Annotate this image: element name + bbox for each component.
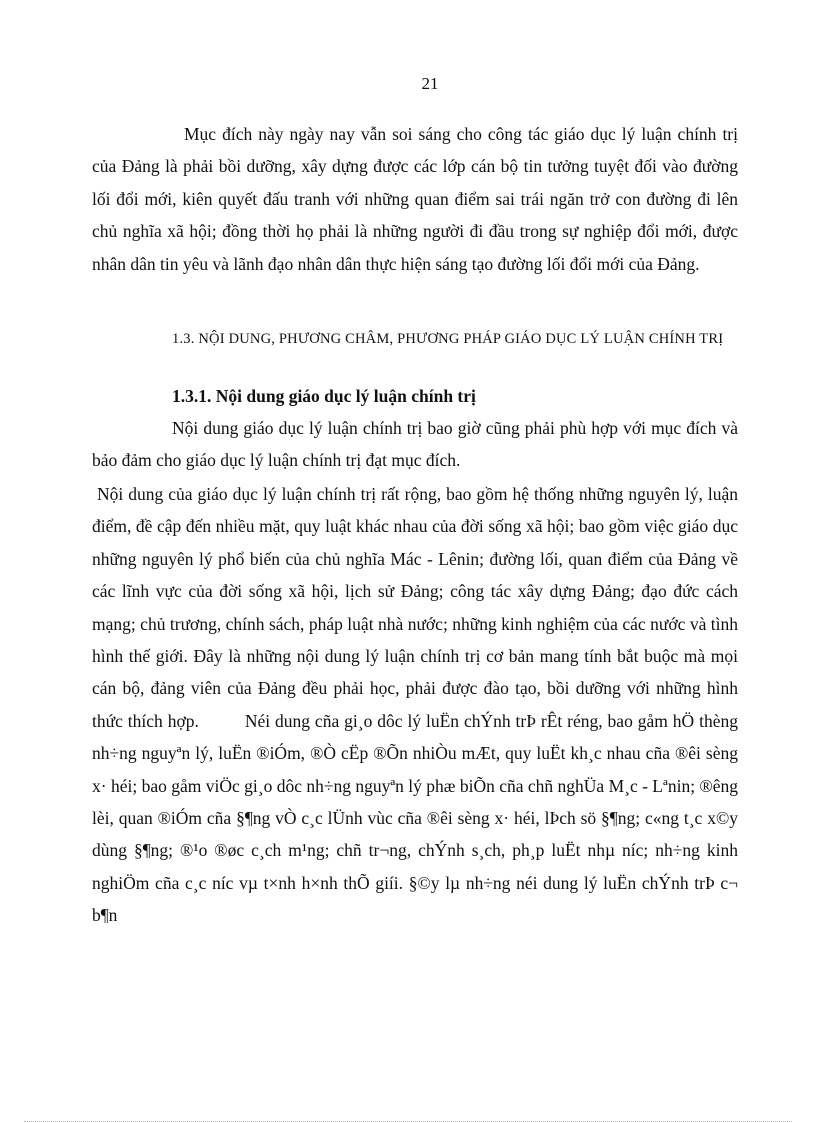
paragraph-text-legacy-encoding: Néi dung cña gi¸o dôc lý luËn chÝnh trÞ rÊt réng, bao gåm hÖ thèng nh÷ng nguyªn lý, luËn ®iÓm, ®Ò cËp ®Õn nhiÒu mÆt, quy luËt kh¸c nhau cña ®êi sèng x· héi; bao gåm viÖc gi¸o dôc nh÷ng nguyªn lý phæ biÕn cña chñ nghÜa M¸c - Lªnin; ®êng lèi, quan ®iÓm cña §¶ng vÒ c¸c lÜnh vùc cña ®êi sèng x· héi, lÞch sö §¶ng; c«ng t¸c x©y dùng §¶ng; ®¹o ®øc c¸ch m¹ng; chñ tr¬ng, chÝnh s¸ch, ph¸p luËt nhµ níc; nh÷ng kinh nghiÖm cña c¸c níc vµ t×nh h×nh thÕ giíi. §©y lµ nh÷ng néi dung lý luËn chÝnh trÞ c¬ b¶n <box>92 710 738 926</box>
page-bottom-rule <box>24 1121 792 1122</box>
section-heading: 1.3. NỘI DUNG, PHƯƠNG CHÂM, PHƯƠNG PHÁP GIÁO DỤC LÝ LUẬN CHÍNH TRỊ <box>172 331 724 347</box>
paragraph-text <box>92 478 738 932</box>
paragraph-content-intro <box>92 412 738 477</box>
subsection-heading: 1.3.1. Nội dung giáo dục lý luận chính trị <box>172 386 476 406</box>
page-number: 21 <box>421 74 439 93</box>
paragraph-text-unicode: Nội dung của giáo dục lý luận chính trị rất rộng, bao gồm hệ thống những nguyên lý, luận điểm, đề cập đến nhiều mặt, quy luật khác nhau của đời sống xã hội; bao gồm việc giáo dục những nguyên lý phổ biến của chủ nghĩa Mác - Lênin; đường lối, quan điểm của Đảng về các lĩnh vực của đời sống xã hội, lịch sử Đảng; công tác xây dựng Đảng; đạo đức cách mạng; chủ trương, chính sách, pháp luật nhà nước; những kinh nghiệm của các nước và tình hình thế giới. Đây là những nội dung lý luận chính trị cơ bản mang tính bắt buộc mà mọi cán bộ, đảng viên của Đảng đều phải học, phải được đào tạo, bồi dưỡng với những hình thức thích hợp. <box>92 484 738 731</box>
paragraph-purpose <box>92 118 738 280</box>
paragraph-text: Mục đích này ngày nay vẫn soi sáng cho công tác giáo dục lý luận chính trị của Đảng là phải bồi dưỡng, xây dựng được các lớp cán bộ tin tưởng tuyệt đối vào đường lối đổi mới, kiên quyết đấu tranh với những quan điểm sai trái ngăn trở con đường đi lên chủ nghĩa xã hội; đồng thời họ phải là những người đi đầu trong sự nghiệp đổi mới, được nhân dân tin yêu và lãnh đạo nhân dân thực hiện sáng tạo đường lối đổi mới của Đảng. <box>92 124 738 274</box>
paragraph-content-detail <box>92 478 738 932</box>
paragraph-text: Nội dung giáo dục lý luận chính trị bao giờ cũng phải phù hợp với mục đích và bảo đảm cho giáo dục lý luận chính trị đạt mục đích. <box>92 418 738 471</box>
